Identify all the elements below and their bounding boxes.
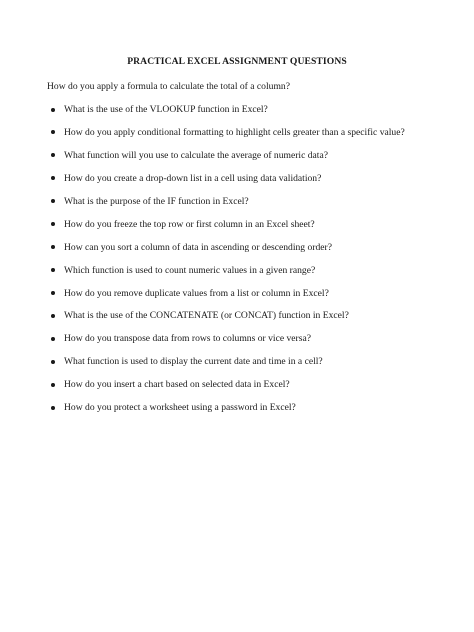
question-text: What is the purpose of the IF function in Excel? xyxy=(64,195,249,207)
bullet-icon xyxy=(51,314,55,318)
question-item xyxy=(47,219,405,242)
intro-question: How do you apply a formula to calculate the total of a column? xyxy=(47,81,290,92)
bullet-icon xyxy=(51,199,55,203)
bullet-icon xyxy=(51,108,55,112)
question-item xyxy=(47,150,405,173)
bullet-icon xyxy=(51,406,55,410)
question-text: How do you freeze the top row or first column in an Excel sheet? xyxy=(64,218,315,230)
bullet-icon xyxy=(51,130,55,134)
question-item xyxy=(47,196,405,219)
question-text: How can you sort a column of data in ascending or descending order? xyxy=(64,241,333,253)
question-text: What function is used to display the current date and time in a cell? xyxy=(64,356,323,368)
question-text: How do you apply conditional formatting to highlight cells greater than a specific value? xyxy=(64,126,405,138)
bullet-icon xyxy=(51,245,55,249)
question-text: How do you remove duplicate values from a list or column in Excel? xyxy=(64,287,329,299)
question-list xyxy=(47,104,405,425)
question-item xyxy=(47,379,405,402)
question-text: How do you protect a worksheet using a password in Excel? xyxy=(64,402,296,414)
question-text: What is the use of the CONCATENATE (or CONCAT) function in Excel? xyxy=(64,310,349,322)
bullet-icon xyxy=(51,291,55,295)
question-text: How do you create a drop-down list in a cell using data validation? xyxy=(64,172,322,184)
question-item xyxy=(47,127,405,150)
question-item xyxy=(47,242,405,265)
bullet-icon xyxy=(51,176,55,180)
question-item xyxy=(47,402,405,425)
question-item xyxy=(47,356,405,379)
question-text: Which function is used to count numeric values in a given range? xyxy=(64,264,316,276)
question-text: What function will you use to calculate the average of numeric data? xyxy=(64,149,328,161)
question-text: How do you insert a chart based on selected data in Excel? xyxy=(64,379,290,391)
bullet-icon xyxy=(51,268,55,272)
question-item xyxy=(47,104,405,127)
bullet-icon xyxy=(51,153,55,157)
bullet-icon xyxy=(51,383,55,387)
question-text: How do you transpose data from rows to columns or vice versa? xyxy=(64,333,311,345)
bullet-icon xyxy=(51,337,55,341)
question-item xyxy=(47,173,405,196)
bullet-icon xyxy=(51,222,55,226)
question-text: What is the use of the VLOOKUP function in Excel? xyxy=(64,104,268,115)
document-title: PRACTICAL EXCEL ASSIGNMENT QUESTIONS xyxy=(127,56,347,67)
bullet-icon xyxy=(51,360,55,364)
question-item xyxy=(47,333,405,356)
question-item xyxy=(47,288,405,311)
question-item xyxy=(47,310,405,333)
question-item xyxy=(47,265,405,288)
